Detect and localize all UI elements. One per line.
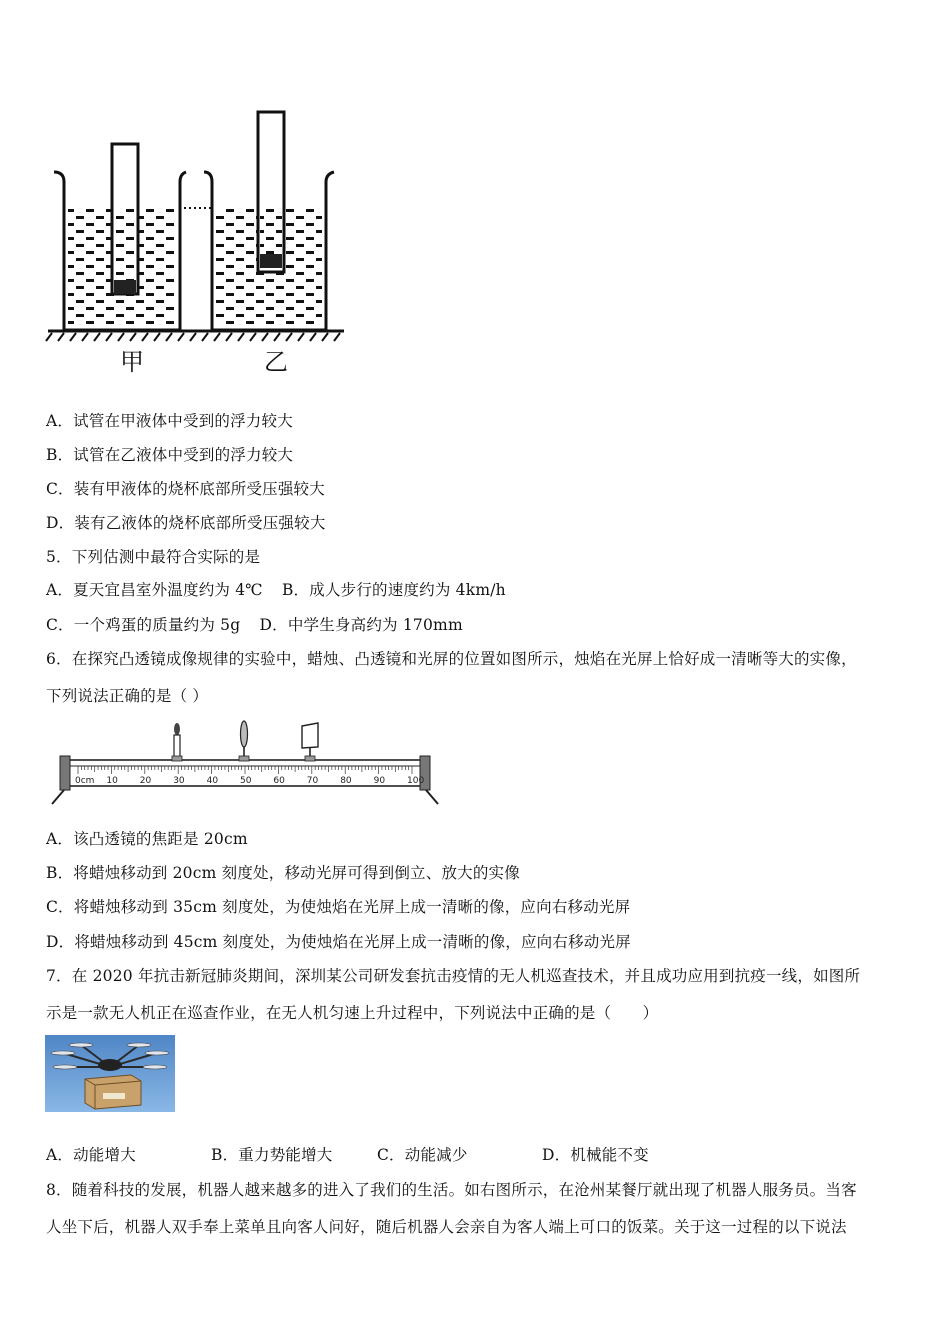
q7-option-b: B．重力势能增大 bbox=[211, 1146, 333, 1164]
ruler-tick-label: 70 bbox=[306, 776, 319, 786]
q8-stem-line2: 人坐下后，机器人双手奉上菜单且向客人问好，随后机器人会亲自为客人端上可口的饭菜。关于这一过程的以下说法 bbox=[46, 1218, 847, 1236]
q5-option-c: C．一个鸡蛋的质量约为 5g bbox=[46, 616, 241, 634]
q5-options-row2 bbox=[46, 615, 463, 635]
ruler-tick-label: 40 bbox=[206, 776, 219, 786]
ruler-tick-label: 30 bbox=[173, 776, 185, 786]
beaker-label-left: 甲 bbox=[120, 348, 144, 376]
q6-option-a: A．该凸透镜的焦距是 20cm bbox=[46, 830, 248, 848]
beaker-figure bbox=[44, 108, 354, 380]
ruler-tick-label: 20 bbox=[139, 776, 152, 786]
ruler-tick-label: 0cm bbox=[75, 776, 95, 786]
q6-option-b: B．将蜡烛移动到 20cm 刻度处，移动光屏可得到倒立、放大的实像 bbox=[46, 864, 520, 882]
q6-stem-line2: 下列说法正确的是（ ） bbox=[46, 687, 209, 705]
candle bbox=[172, 723, 182, 761]
q6-option-c: C．将蜡烛移动到 35cm 刻度处，为使烛焰在光屏上成一清晰的像，应向右移动光屏 bbox=[46, 898, 631, 916]
q4-option-a: A．试管在甲液体中受到的浮力较大 bbox=[46, 412, 293, 430]
beaker-label-right: 乙 bbox=[264, 348, 288, 376]
ruler-tick-label: 90 bbox=[373, 776, 386, 786]
q5-option-b: B．成人步行的速度约为 4km/h bbox=[281, 581, 506, 599]
q7-option-a: A．动能增大 bbox=[46, 1146, 136, 1164]
q7-option-d: D．机械能不变 bbox=[542, 1146, 649, 1164]
ruler-tick-label: 100 bbox=[407, 776, 425, 786]
q7-options-row bbox=[46, 1145, 649, 1165]
convex-lens bbox=[239, 721, 249, 761]
ruler-tick-label: 80 bbox=[340, 776, 352, 786]
ruler-tick-label: 50 bbox=[240, 776, 252, 786]
q5-options-row1 bbox=[46, 580, 506, 600]
q5-stem: 5．下列估测中最符合实际的是 bbox=[46, 548, 261, 566]
ruler-tick-label: 10 bbox=[106, 776, 118, 786]
light-screen bbox=[302, 723, 318, 761]
q4-option-c: C．装有甲液体的烧杯底部所受压强较大 bbox=[46, 480, 325, 498]
optical-bench-figure bbox=[48, 720, 442, 806]
q4-option-b: B．试管在乙液体中受到的浮力较大 bbox=[46, 446, 294, 464]
drone-photo bbox=[45, 1035, 175, 1112]
q6-stem-line1: 6．在探究凸透镜成像规律的实验中，蜡烛、凸透镜和光屏的位置如图所示，烛焰在光屏上恰好成一清晰等大的实像， bbox=[46, 650, 857, 668]
ruler-tick-label: 60 bbox=[273, 776, 285, 786]
q7-stem-line2: 示是一款无人机正在巡查作业，在无人机匀速上升过程中，下列说法中正确的是（ ） bbox=[46, 1004, 659, 1022]
q5-option-a: A．夏天宜昌室外温度约为 4℃ bbox=[46, 581, 263, 599]
q7-stem-line1: 7．在 2020 年抗击新冠肺炎期间，深圳某公司研发套抗击疫情的无人机巡查技术，并且成功应用到抗疫一线，如图所 bbox=[46, 967, 861, 985]
q6-option-d: D．将蜡烛移动到 45cm 刻度处，为使烛焰在光屏上成一清晰的像，应向右移动光屏 bbox=[46, 933, 631, 951]
q8-stem-line1: 8．随着科技的发展，机器人越来越多的进入了我们的生活。如右图所示，在沧州某餐厅就出现了机器人服务员。当客 bbox=[46, 1181, 857, 1199]
q7-option-c: C．动能减少 bbox=[377, 1146, 468, 1164]
q5-option-d: D．中学生身高约为 170mm bbox=[259, 616, 463, 634]
q4-option-d: D．装有乙液体的烧杯底部所受压强较大 bbox=[46, 514, 326, 532]
